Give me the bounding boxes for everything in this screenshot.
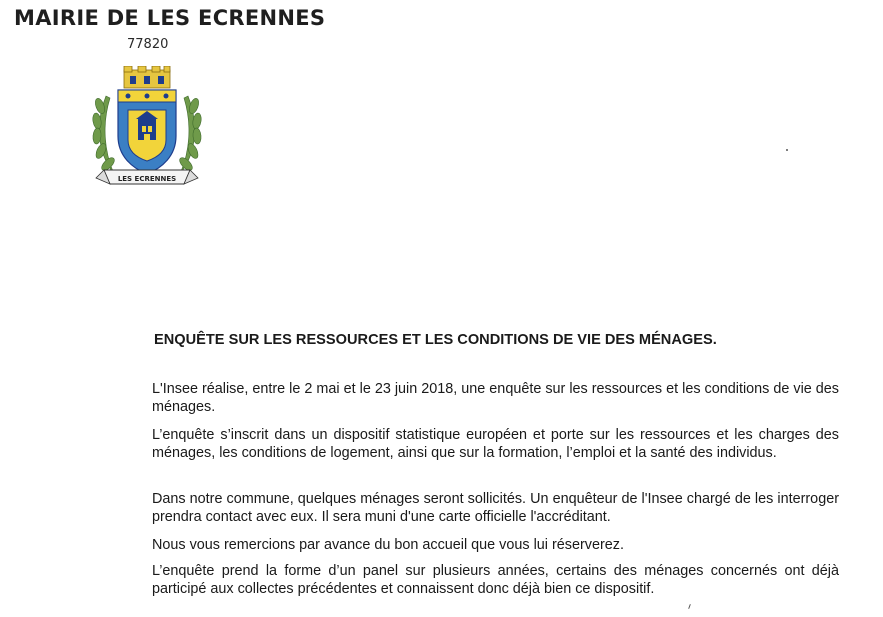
header-municipality-title: MAIRIE DE LES ECRENNES xyxy=(14,6,326,30)
header-postcode: 77820 xyxy=(127,37,169,52)
coat-of-arms-icon xyxy=(86,66,208,192)
paragraph-thanks: Nous vous remercions par avance du bon accueil que vous lui réserverez. xyxy=(152,537,624,553)
paragraph-dates: L'Insee réalise, entre le 2 mai et le 23 juin 2018, une enquête sur les ressources et les conditions de vie des ménages. xyxy=(152,381,839,415)
paragraph-panel: L’enquête prend la forme d’un panel sur plusieurs années, certains des ménages concernés ont déjà participé aux collectes précédentes et connaissent donc déjà bien ce dispositif. xyxy=(152,563,839,597)
paragraph-scope: L’enquête s’inscrit dans un dispositif statistique européen et porte sur les ressources et les charges des ménages, les conditions de logement, ainsi que sur la formation, l’emploi et la santé des individus. xyxy=(152,427,839,461)
scan-speck xyxy=(786,149,788,151)
crest-banner-text: LES ECRENNES xyxy=(117,175,177,183)
paragraph-interviewer: Dans notre commune, quelques ménages seront sollicités. Un enquêteur de l'Insee chargé de les interroger prendra contact avec eux. Il sera muni d'une carte officielle l'accréditant. xyxy=(152,491,839,525)
document-title: ENQUÊTE SUR LES RESSOURCES ET LES CONDITIONS DE VIE DES MÉNAGES. xyxy=(154,332,717,348)
scan-speck xyxy=(688,604,691,609)
